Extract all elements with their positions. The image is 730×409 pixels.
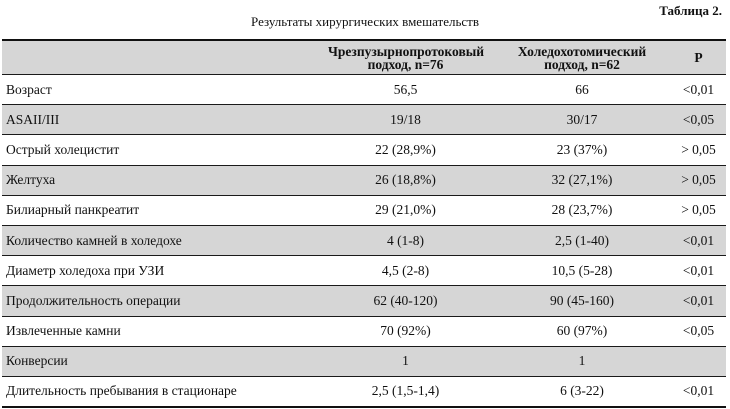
row-name-cell: Продолжительность операции <box>2 286 288 316</box>
p-value-cell: > 0,05 <box>661 195 726 225</box>
p-value-cell: <0,01 <box>661 75 726 105</box>
choledochotomy-value-cell: 90 (45-160) <box>483 286 661 316</box>
choledochotomy-value-cell: 32 (27,1%) <box>483 165 661 195</box>
choledochotomy-value-cell: 60 (97%) <box>483 316 661 346</box>
p-value-cell: <0,01 <box>661 256 726 286</box>
row-name-cell: Острый холецистит <box>2 135 288 165</box>
choledochotomy-value-cell: 28 (23,7%) <box>483 195 661 225</box>
choledochotomy-value-cell: 10,5 (5-28) <box>483 256 661 286</box>
table-caption: Результаты хирургических вмешательств <box>251 14 479 29</box>
transcystic-value-cell: 4 (1-8) <box>288 225 483 255</box>
row-name-cell: Количество камней в холедохе <box>2 225 288 255</box>
row-name-cell: Желтуха <box>2 165 288 195</box>
p-value-cell: <0,05 <box>661 316 726 346</box>
choledochotomy-value-cell: 6 (3-22) <box>483 376 661 406</box>
p-value-cell: > 0,05 <box>661 135 726 165</box>
row-name-cell: Конверсии <box>2 346 288 376</box>
transcystic-value-cell: 29 (21,0%) <box>288 195 483 225</box>
row-name-cell: Диаметр холедоха при УЗИ <box>2 256 288 286</box>
table-row <box>2 225 726 255</box>
transcystic-value-cell: 62 (40-120) <box>288 286 483 316</box>
header-p: P <box>661 40 726 75</box>
row-name-cell: Возраст <box>2 75 288 105</box>
transcystic-value-cell: 19/18 <box>288 105 483 135</box>
table-row <box>2 165 726 195</box>
header-row <box>2 40 726 75</box>
p-value-cell: > 0,05 <box>661 165 726 195</box>
table-number-label: Таблица 2. <box>659 3 722 18</box>
table-row <box>2 75 726 105</box>
p-value-cell: <0,05 <box>661 105 726 135</box>
table-row <box>2 286 726 316</box>
table-row <box>2 135 726 165</box>
row-name-cell: Билиарный панкреатит <box>2 195 288 225</box>
row-name-cell: Извлеченные камни <box>2 316 288 346</box>
transcystic-value-cell: 1 <box>288 346 483 376</box>
transcystic-value-cell: 26 (18,8%) <box>288 165 483 195</box>
transcystic-value-cell: 4,5 (2-8) <box>288 256 483 286</box>
transcystic-value-cell: 70 (92%) <box>288 316 483 346</box>
p-value-cell: <0,01 <box>661 376 726 406</box>
p-value-cell <box>661 346 726 376</box>
p-value-cell: <0,01 <box>661 286 726 316</box>
p-value-cell: <0,01 <box>661 225 726 255</box>
table-row <box>2 105 726 135</box>
row-name-cell: Длительность пребывания в стационаре <box>2 376 288 406</box>
table-row <box>2 346 726 376</box>
choledochotomy-value-cell: 1 <box>483 346 661 376</box>
transcystic-value-cell: 56,5 <box>288 75 483 105</box>
choledochotomy-value-cell: 23 (37%) <box>483 135 661 165</box>
table-row <box>2 376 726 406</box>
header-parameter <box>2 40 288 75</box>
table-row <box>2 195 726 225</box>
table-row <box>2 316 726 346</box>
choledochotomy-value-cell: 2,5 (1-40) <box>483 225 661 255</box>
choledochotomy-value-cell: 66 <box>483 75 661 105</box>
transcystic-value-cell: 2,5 (1,5-1,4) <box>288 376 483 406</box>
transcystic-value-cell: 22 (28,9%) <box>288 135 483 165</box>
row-name-cell: ASAII/III <box>2 105 288 135</box>
results-table <box>2 39 726 408</box>
header-choledochotomy: Холедохотомический подход, n=62 <box>483 40 661 75</box>
header-transcystic: Чрезпузырнопротоковый подход, n=76 <box>288 40 483 75</box>
table-row <box>2 256 726 286</box>
choledochotomy-value-cell: 30/17 <box>483 105 661 135</box>
